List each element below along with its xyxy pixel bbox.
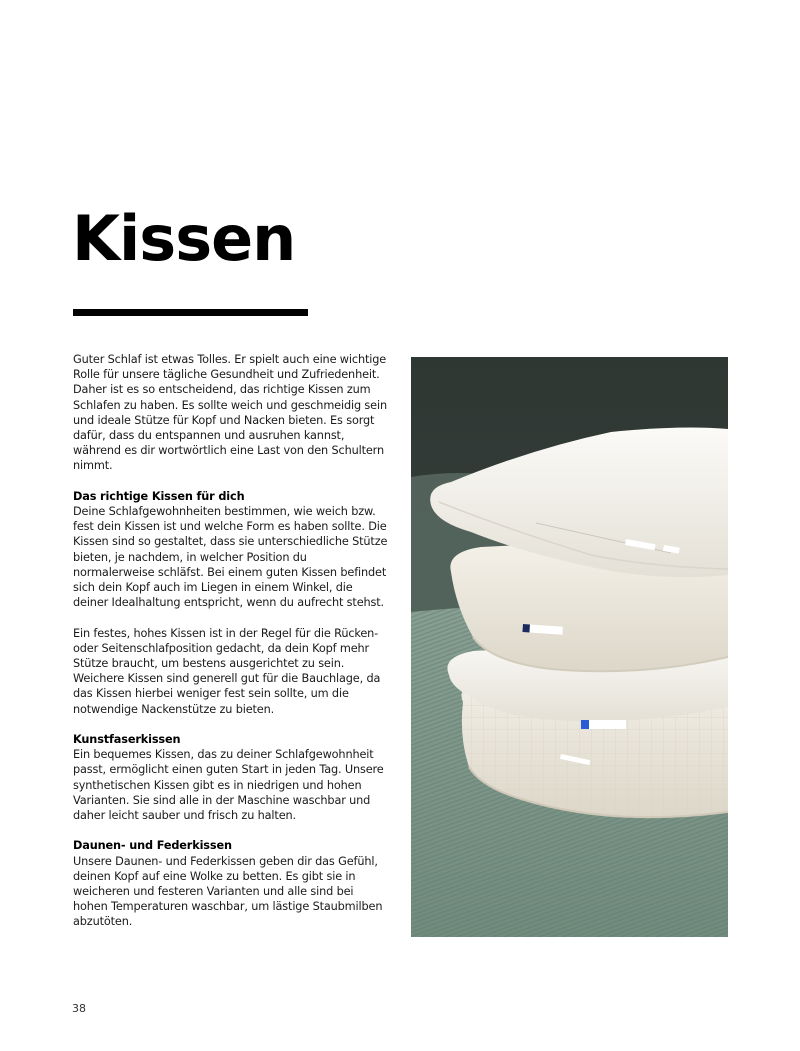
section-paragraph: Deine Schlafgewohnheiten bestimmen, wie weich bzw. fest dein Kissen ist und welche Form es haben sollte. Die Kissen sind so gestaltet, dass sie unterschiedliche Stütze bieten, je nachdem, in welcher Position du normalerweise schläfst. Bei einem guten Kissen befindet sich dein Kopf auch im Liegen in einem Winkel, die deiner Idealhaltung entspricht, wenn du aufrecht stehst. — [73, 505, 388, 610]
section-paragraph: Ein bequemes Kissen, das zu deiner Schlafgewohnheit passt, ermöglicht einen guten Start in jeden Tag. Unsere synthetischen Kissen gibt es in niedrigen und hohen Varianten. Sie sind alle in der Maschine waschbar und daher leicht sauber und frisch zu halten. — [73, 748, 384, 823]
section-synthetic — [73, 732, 388, 823]
section-pillow-choice-cont — [73, 626, 388, 717]
pillow-stack-illustration — [411, 357, 728, 937]
section-paragraph: Ein festes, hohes Kissen ist in der Regel für die Rücken- oder Seitenschlafposition gedacht, da dein Kopf mehr Stütze braucht, um bestens ausgerichtet zu sein. Weichere Kissen sind generell gut für die Bauchlage, da das Kissen hierbei weniger fest sein sollte, um die notwendige Nackenstütze zu bieten. — [73, 626, 381, 716]
section-heading: Kunstfaserkissen — [73, 733, 181, 747]
section-pillow-choice — [73, 489, 388, 611]
section-heading: Das richtige Kissen für dich — [73, 489, 245, 503]
page-number: 38 — [72, 1002, 86, 1015]
page-title: Kissen — [72, 202, 296, 275]
section-down-feather — [73, 838, 388, 929]
section-paragraph: Unsere Daunen- und Federkissen geben dir das Gefühl, deinen Kopf auf eine Wolke zu betten. Es gibt sie in weicheren und festeren Varianten und alle sind bei hohen Temperaturen waschbar, um lästige Staubmilben abzutöten. — [73, 854, 383, 929]
intro-paragraph: Guter Schlaf ist etwas Tolles. Er spielt auch eine wichtige Rolle für unsere tägliche Gesundheit und Zufriedenheit. Daher ist es so entscheidend, das richtige Kissen zum Schlafen zu haben. Es sollte weich und geschmeidig sein und ideale Stütze für Kopf und Nacken bieten. Es sorgt dafür, dass du entspannen und ausruhen kannst, während es dir wortwörtlich eine Last von den Schultern nimmt. — [73, 353, 387, 473]
article-body — [73, 352, 388, 945]
pillow-stack-photo — [411, 357, 728, 937]
title-underline — [73, 309, 308, 316]
label-blue — [581, 720, 589, 729]
section-heading: Daunen- und Federkissen — [73, 839, 232, 853]
